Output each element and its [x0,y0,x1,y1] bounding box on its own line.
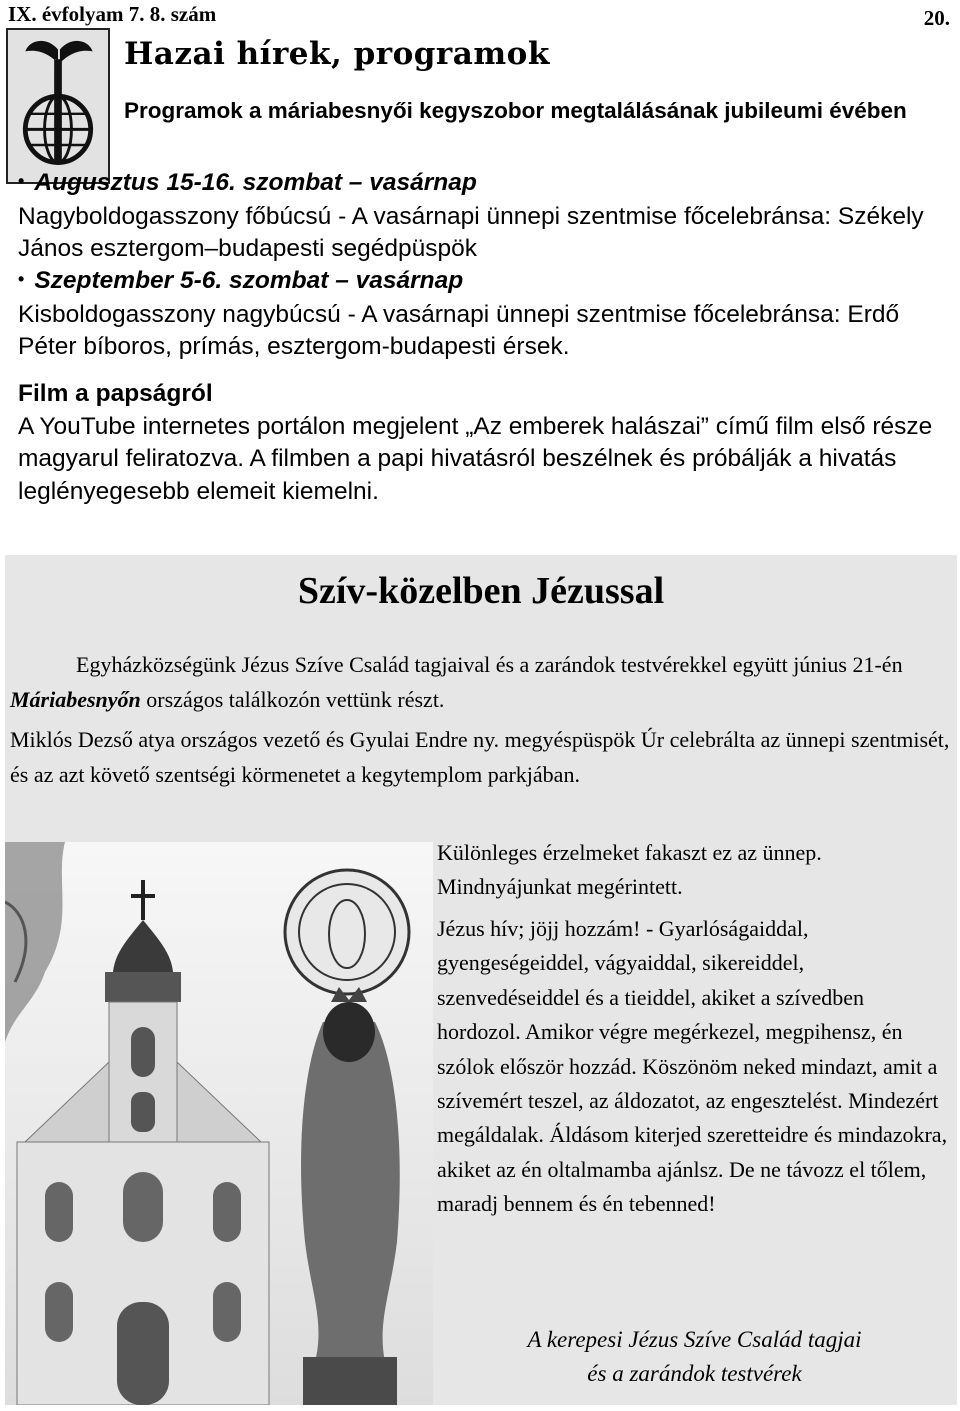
place-name: Máriabesnyőn [10,687,141,712]
parish-logo-icon [6,28,110,184]
event-2 [18,265,943,364]
feature-paragraph-3: Különleges érzelmeket fakaszt ez az ünnep. Mindnyájunkat megérintett. [437,840,822,900]
film-section [18,378,943,508]
event-2-heading: Szeptember 5-6. szombat – vasárnap [34,267,464,294]
signature [437,1323,952,1391]
feature-paragraph-2: Miklós Dezső atya országos vezető és Gyulai Endre ny. megyéspüspök Úr celebrálta az ünnepi szentmisét, és az azt követő szentségi körmenetet a kegytemplom parkjában. [10,727,950,787]
signature-line-1: A kerepesi Jézus Szíve Család tagjai [527,1327,862,1352]
feature-box [5,555,957,1405]
bullet-icon: • [18,171,25,191]
news-title: Hazai hírek, programok [124,36,550,72]
issue-label: IX. évfolyam 7. 8. szám [8,2,217,26]
feature-paragraph-4: Jézus hív; jöjj hozzám! - Gyarlóságaiddal, gyengeségeiddel, vágyaiddal, sikereiddel, szenvedéseiddel és a tieiddel, akiket a szívedben hordozol. Amikor végre megérkezel, megpihensz, én szólok először hozzád. Köszönöm neked mindazt, amit a szívemért teszel, az áldozatot, az engesztelést. Mindezért megáldalak. Áldásom kiterjed szeretteidre és mindazokra, akiket az én oltalmamba ajánlsz. De ne távozz el tőlem, maradj bennem és én tebenned! [437,916,948,1217]
film-heading: Film a papságról [18,380,213,407]
feature-paragraph-1: Egyházközségünk Jézus Szíve Család tagjaival és a zarándok testvérekkel együtt június 21-én Máriabesnyőn országos találkozón vettünk részt. [10,652,903,712]
church-and-statue-photo [5,842,433,1405]
bullet-icon: • [18,269,25,289]
page-number: 20. [923,6,950,30]
news-subtitle: Programok a máriabesnyői kegyszobor megtalálásának jubileumi évében [124,98,907,123]
event-2-text: Kisboldogasszony nagybúcsú - A vasárnapi ünnepi szentmise főcelebránsa: Erdő Péter bíboros, prímás, esztergom-budapesti érsek. [18,300,900,360]
event-1-heading: Augusztus 15-16. szombat – vasárnap [34,169,477,196]
film-text: A YouTube internetes portálon megjelent „Az emberek halászai” című film első része magyarul feliratozva. A filmben a papi hivatásról beszélnek és próbálják a hivatás leglényegesebb elemeit kiemelni. [18,412,933,505]
signature-line-2: és a zarándok testvérek [587,1361,802,1386]
event-1 [18,167,943,266]
event-1-text: Nagyboldogasszony főbúcsú - A vasárnapi ünnepi szentmise főcelebránsa: Székely János esztergom–budapesti segédpüspök [18,202,924,262]
feature-title: Szív-közelben Jézussal [297,570,665,612]
